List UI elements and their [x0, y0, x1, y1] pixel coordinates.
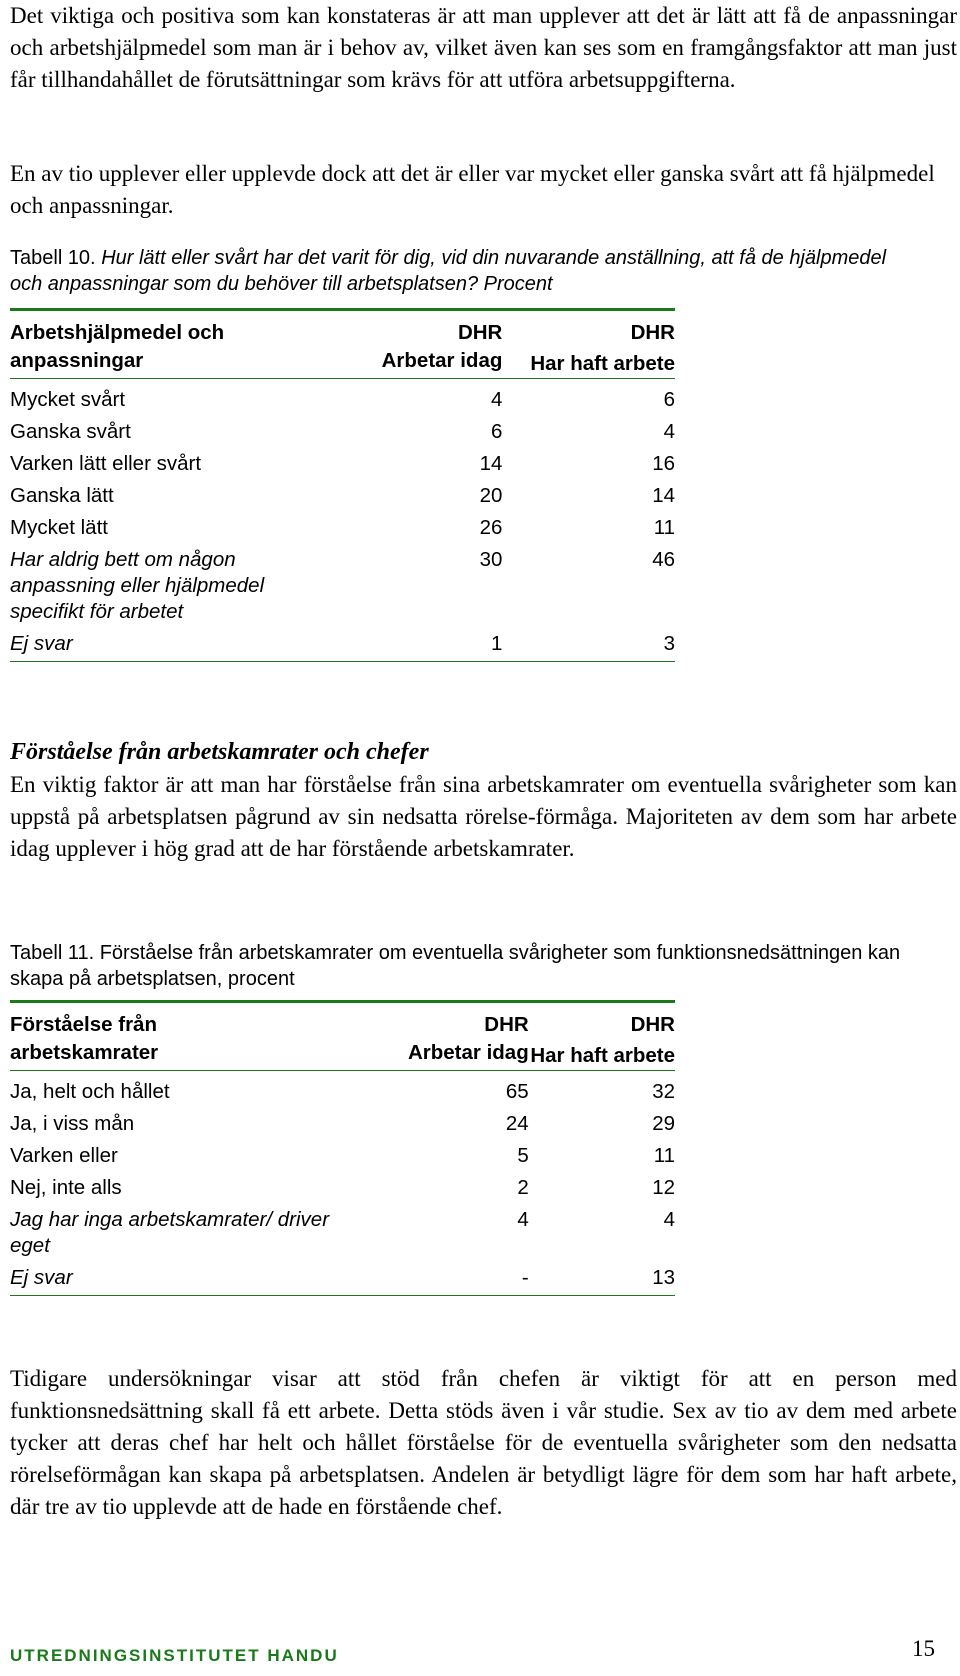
row-value-arbetar: 6 [490, 420, 503, 443]
table10-suffix: Procent [483, 273, 553, 295]
table11-header-col1: Förståelse från arbetskamrater [10, 1013, 159, 1064]
row-value-haft: 46 [652, 548, 675, 571]
table10-header-col3-top: DHR [630, 321, 675, 344]
table10-body [10, 379, 675, 662]
row-label: Jag har inga arbetskamrater/ driver eget [10, 1208, 330, 1257]
row-value-arbetar: 4 [490, 388, 503, 411]
row-label: Ja, helt och hållet [10, 1080, 170, 1103]
table-row [10, 628, 675, 662]
table-row [10, 448, 675, 480]
table11-header-col3-bottom: Har haft arbete [530, 1044, 675, 1067]
row-label: Ganska lätt [10, 484, 114, 507]
section-paragraph: En viktig faktor är att man har förståelse från sina arbetskamrater om eventuella svårigheter som kan uppstå på arbetsplatsen pågrund av sin nedsatta rörelse-förmåga. Majoriteten av dem som har arbete idag upplever i hög grad att de har förstående arbetskamrater. [10, 772, 957, 861]
table-row [10, 1108, 675, 1140]
row-value-arbetar: 2 [517, 1176, 529, 1199]
table10-header-col3-bottom: Har haft arbete [530, 352, 675, 375]
row-value-haft: 4 [663, 1208, 675, 1231]
table-row [10, 544, 675, 628]
table-row [10, 1140, 675, 1172]
row-value-arbetar: 30 [479, 548, 503, 571]
intro-paragraph-1: Det viktiga och positiva som kan konstateras är att man upplever att det är lätt att få de anpassningar och arbetshjälpmedel som man är i behov av, vilket även kan ses som en framgångsfaktor att man just får tillhandahållet de förutsättningar som krävs för att utföra arbetsuppgifterna. [10, 3, 957, 92]
intro-paragraph-2: En av tio upplever eller upplevde dock att det är eller var mycket eller ganska svårt att få hjälpmedel och anpassningar. [10, 161, 935, 218]
row-value-arbetar: 4 [517, 1208, 529, 1231]
table11-label: Tabell 11. [10, 942, 95, 964]
table-row [10, 512, 675, 544]
table-10 [10, 308, 675, 662]
table-row [10, 1262, 675, 1296]
table10-header [10, 310, 675, 379]
row-value-arbetar: 24 [505, 1112, 529, 1135]
row-value-arbetar: 1 [360, 628, 502, 662]
row-label: Ganska svårt [10, 420, 131, 443]
row-label: Ej svar [10, 628, 360, 662]
row-value-arbetar: 20 [479, 484, 503, 507]
row-value-haft: 16 [652, 452, 675, 475]
section-heading: Förståelse från arbetskamrater och chefer [10, 739, 429, 765]
table10-header-col1: Arbetshjälpmedel och anpassningar [10, 321, 225, 372]
row-label: Ej svar [10, 1262, 403, 1296]
row-value-haft: 32 [652, 1080, 675, 1103]
table11-header-col2-top: DHR [484, 1013, 529, 1036]
row-value-arbetar: - [403, 1262, 529, 1296]
row-label: Mycket lätt [10, 516, 108, 539]
row-label: Varken eller [10, 1144, 118, 1167]
row-value-haft: 14 [652, 484, 675, 507]
row-value-haft: 3 [502, 628, 675, 662]
row-label: Nej, inte alls [10, 1176, 122, 1199]
row-value-haft: 12 [652, 1176, 675, 1199]
table11-body [10, 1071, 675, 1296]
row-label: Har aldrig bett om någon anpassning eller hjälpmedel specifikt för arbetet [10, 548, 265, 623]
table10-header-col2-bottom: Arbetar idag [381, 349, 503, 372]
table-row [10, 1204, 675, 1262]
row-value-haft: 6 [663, 388, 675, 411]
footer-organization: UTREDNINGSINSTITUTET HANDU [10, 1646, 339, 1665]
table-row [10, 416, 675, 448]
row-label: Varken lätt eller svårt [10, 452, 202, 475]
table10-question: Hur lätt eller svårt har det varit för dig, vid din nuvarande anställning, att få de hjälpmedel och anpassningar som du behöver till arbetsplatsen? [10, 247, 887, 295]
table10-caption [10, 245, 910, 297]
row-value-arbetar: 5 [517, 1144, 529, 1167]
table11-header [10, 1002, 675, 1071]
table-row [10, 379, 675, 417]
row-value-haft: 4 [663, 420, 675, 443]
table10-header-col2-top: DHR [457, 321, 503, 344]
closing-paragraph: Tidigare undersökningar visar att stöd från chefen är viktigt för att en person med funktionsnedsättning skall få ett arbete. Detta stöds även i vår studie. Sex av tio av dem med arbete tycker att deras chef har helt och hållet förståelse för de eventuella svårigheter som den nedsatta rörelseförmågan kan skapa på arbetsplatsen. Andelen är betydligt lägre för dem som har haft arbete, där tre av tio upplevde att de hade en förstående chef. [10, 1366, 957, 1519]
table11-caption [10, 940, 910, 992]
row-value-haft: 11 [653, 516, 675, 539]
row-value-haft: 29 [652, 1112, 675, 1135]
table11-header-col2-bottom: Arbetar idag [407, 1041, 529, 1064]
table-row [10, 1172, 675, 1204]
table-row [10, 480, 675, 512]
page-number: 15 [912, 1636, 935, 1661]
row-value-arbetar: 65 [505, 1080, 529, 1103]
row-value-arbetar: 26 [479, 516, 503, 539]
table-11 [10, 1000, 675, 1296]
row-label: Ja, i viss mån [10, 1112, 135, 1135]
row-value-haft: 11 [653, 1144, 675, 1167]
table10-label: Tabell 10. [10, 247, 96, 269]
table11-header-col3-top: DHR [630, 1013, 675, 1036]
row-value-haft: 13 [529, 1262, 675, 1296]
table-row [10, 1071, 675, 1109]
table11-caption-text: Förståelse från arbetskamrater om eventuella svårigheter som funktionsnedsättningen kan skapa på arbetsplatsen, procent [10, 942, 901, 990]
row-label: Mycket svårt [10, 388, 126, 411]
row-value-arbetar: 14 [479, 452, 503, 475]
